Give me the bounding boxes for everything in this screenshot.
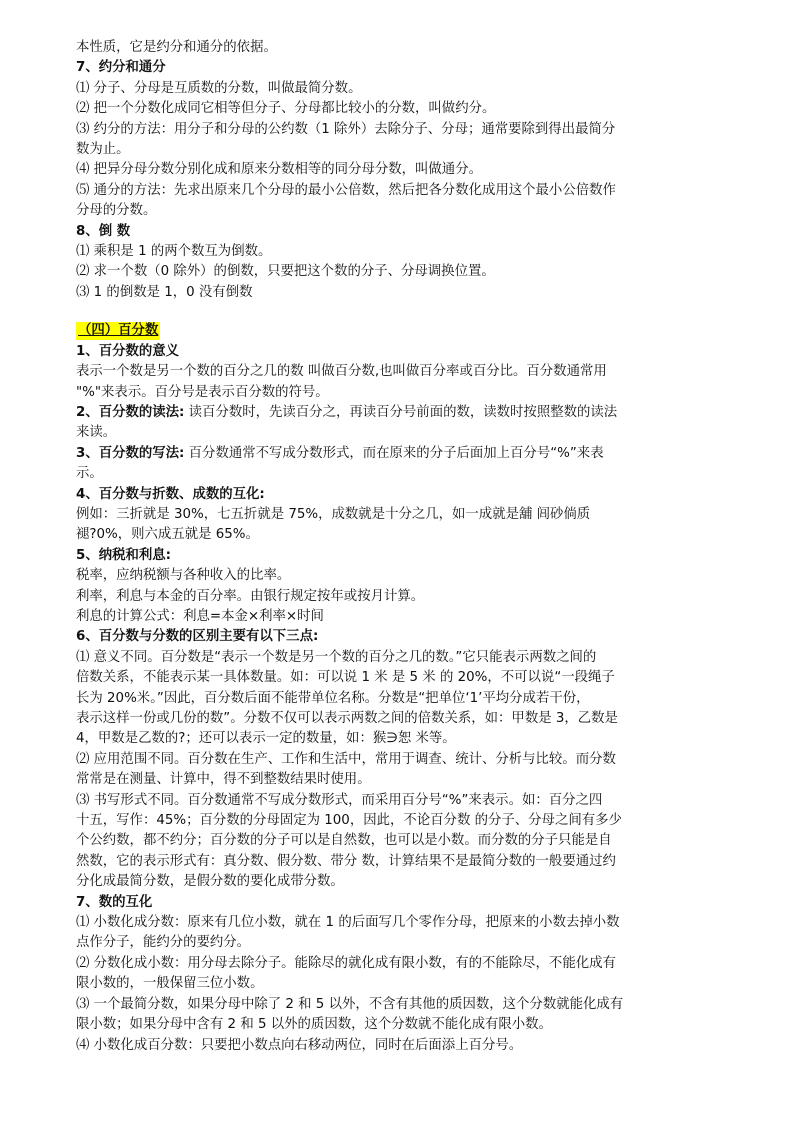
list-item: ⑴ 乘积是 1 的两个数互为倒数。 bbox=[76, 244, 272, 260]
list-item: ⑷ 把异分母分数分别化成和原来分数相等的同分母分数，叫做通分。 bbox=[76, 162, 482, 178]
heading-reduction-common-denominator: 7、约分和通分 bbox=[76, 60, 166, 76]
spacer bbox=[76, 303, 722, 321]
list-item: ⑶ 约分的方法：用分子和分母的公约数（1 除外）去除分子、分母；通常要除到得出最简分 bbox=[76, 121, 616, 137]
text-line: 常常是在测量、计算中，得不到整数结果时使用。 bbox=[76, 772, 371, 788]
text-line: 长为 20%米。”因此，百分数后面不能带单位名称。分数是“把单位‘1’平均分成若干份， bbox=[76, 690, 590, 706]
text-line: 本性质，它是约分和通分的依据。 bbox=[76, 40, 277, 55]
text-line: ⑶ 一个最简分数，如果分母中除了 2 和 5 以外，不含有其他的质因数，这个分数就能化成有 bbox=[76, 996, 624, 1012]
text-segment: 读百分数时，先读百分之，再读百分号前面的数，读数时按照整数的读法 bbox=[184, 404, 618, 420]
text-line: ⑴ 小数化成分数：原来有几位小数，就在 1 的后面写几个零作分母，把原来的小数去掉小数 bbox=[76, 915, 620, 931]
text-line: 限小数；如果分母中含有 2 和 5 以外的质因数，这个分数就不能化成有限小数。 bbox=[76, 1017, 552, 1033]
heading-reciprocal: 8、倒 数 bbox=[76, 223, 131, 239]
text-line: 点作分子，能约分的要约分。 bbox=[76, 935, 251, 951]
text-line: 个公约数，都不约分；百分数的分子可以是自然数，也可以是小数。而分数的分子只能是自 bbox=[76, 833, 612, 849]
text-line: 然数，它的表示形式有：真分数、假分数、带分 数，计算结果不是最简分数的一般要通过约 bbox=[76, 853, 616, 869]
text-line: ⑷ 小数化成百分数：只要把小数点向右移动两位，同时在后面添上百分号。 bbox=[76, 1037, 523, 1053]
document-page bbox=[76, 38, 722, 1056]
text-line-reading bbox=[76, 403, 722, 423]
heading-discount-conversion: 4、百分数与折数、成数的互化: bbox=[76, 486, 265, 502]
text-line: ⑴ 意义不同。百分数是“表示一个数是另一个数的百分之几的数。”它只能表示两数之间的 bbox=[76, 649, 597, 665]
text-line: 例如：三折就是 30%，七五折就是 75%，成数就是十分之几，如一成就是舖 闾砂倘质 bbox=[76, 506, 591, 522]
list-item-cont: 分母的分数。 bbox=[76, 203, 157, 219]
text-line: 表示这样一份或几份的数”。分数不仅可以表示两数之间的倍数关系，如：甲数是 3，乙数是 bbox=[76, 711, 618, 726]
section-title-percent: （四）百分数 bbox=[78, 323, 159, 339]
text-line: ⑵ 应用范围不同。百分数在生产、工作和生活中，常用于调查、统计、分析与比较。而分数 bbox=[76, 751, 616, 767]
text-line: "%"来表示。百分号是表示百分数的符号。 bbox=[76, 384, 329, 400]
list-item: ⑵ 把一个分数化成同它相等但分子、分母都比较小的分数，叫做约分。 bbox=[76, 101, 496, 117]
text-line: 税率，应纳税额与各种收入的比率。 bbox=[76, 568, 291, 584]
list-item: ⑶ 1 的倒数是 1，0 没有倒数 bbox=[76, 284, 253, 300]
text-line: ⑵ 分数化成小数：用分母去除分子。能除尽的就化成有限小数，有的不能除尽，不能化成有 bbox=[76, 955, 616, 971]
text-line: 分化成最简分数，是假分数的要化成带分数。 bbox=[76, 874, 344, 890]
text-line-writing bbox=[76, 444, 722, 464]
list-item: ⑸ 通分的方法：先求出原来几个分母的最小公倍数，然后把各分数化成用这个最小公倍数作 bbox=[76, 182, 616, 198]
text-line: 利息的计算公式：利息=本金×利率×时间 bbox=[76, 608, 324, 624]
text-line: 示。 bbox=[76, 466, 103, 482]
text-line: 限小数的，一般保留三位小数。 bbox=[76, 976, 264, 992]
heading-percent-vs-fraction: 6、百分数与分数的区别主要有以下三点: bbox=[76, 629, 319, 645]
text-line: ⑶ 书写形式不同。百分数通常不写成分数形式，而采用百分号“%”来表示。如：百分之四 bbox=[76, 792, 603, 808]
list-item-cont: 数为止。 bbox=[76, 142, 130, 158]
text-line: 4，甲数是乙数的?；还可以表示一定的数量，如：猴∋恕 米等。 bbox=[76, 731, 456, 747]
list-item: ⑴ 分子、分母是互质数的分数，叫做最简分数。 bbox=[76, 80, 362, 96]
text-line: 十五，写作：45%；百分数的分母固定为 100，因此，不论百分数 的分子、分母之间有多少 bbox=[76, 813, 622, 829]
heading-tax-interest: 5、纳税和利息: bbox=[76, 547, 172, 563]
text-line: 倍数关系，不能表示某一具体数量。如：可以说 1 米 是 5 米 的 20%，不可以说“一段绳子 bbox=[76, 670, 615, 686]
heading-number-conversion: 7、数的互化 bbox=[76, 894, 153, 910]
heading-percent-writing: 3、百分数的写法: bbox=[76, 445, 185, 461]
text-line: 来读。 bbox=[76, 425, 117, 441]
text-line: 褪?0%，则六成五就是 65%。 bbox=[76, 527, 259, 543]
text-line: 利率，利息与本金的百分率。由银行规定按年或按月计算。 bbox=[76, 588, 425, 604]
text-line: 表示一个数是另一个数的百分之几的数 叫做百分数,也叫做百分率或百分比。百分数通常用 bbox=[76, 364, 607, 380]
list-item: ⑵ 求一个数（0 除外）的倒数，只要把这个数的分子、分母调换位置。 bbox=[76, 264, 495, 280]
heading-percent-meaning: 1、百分数的意义 bbox=[76, 343, 180, 359]
text-segment: 百分数通常不写成分数形式，而在原来的分子后面加上百分号“%”来表 bbox=[184, 445, 604, 461]
heading-percent-reading: 2、百分数的读法: bbox=[76, 404, 185, 420]
